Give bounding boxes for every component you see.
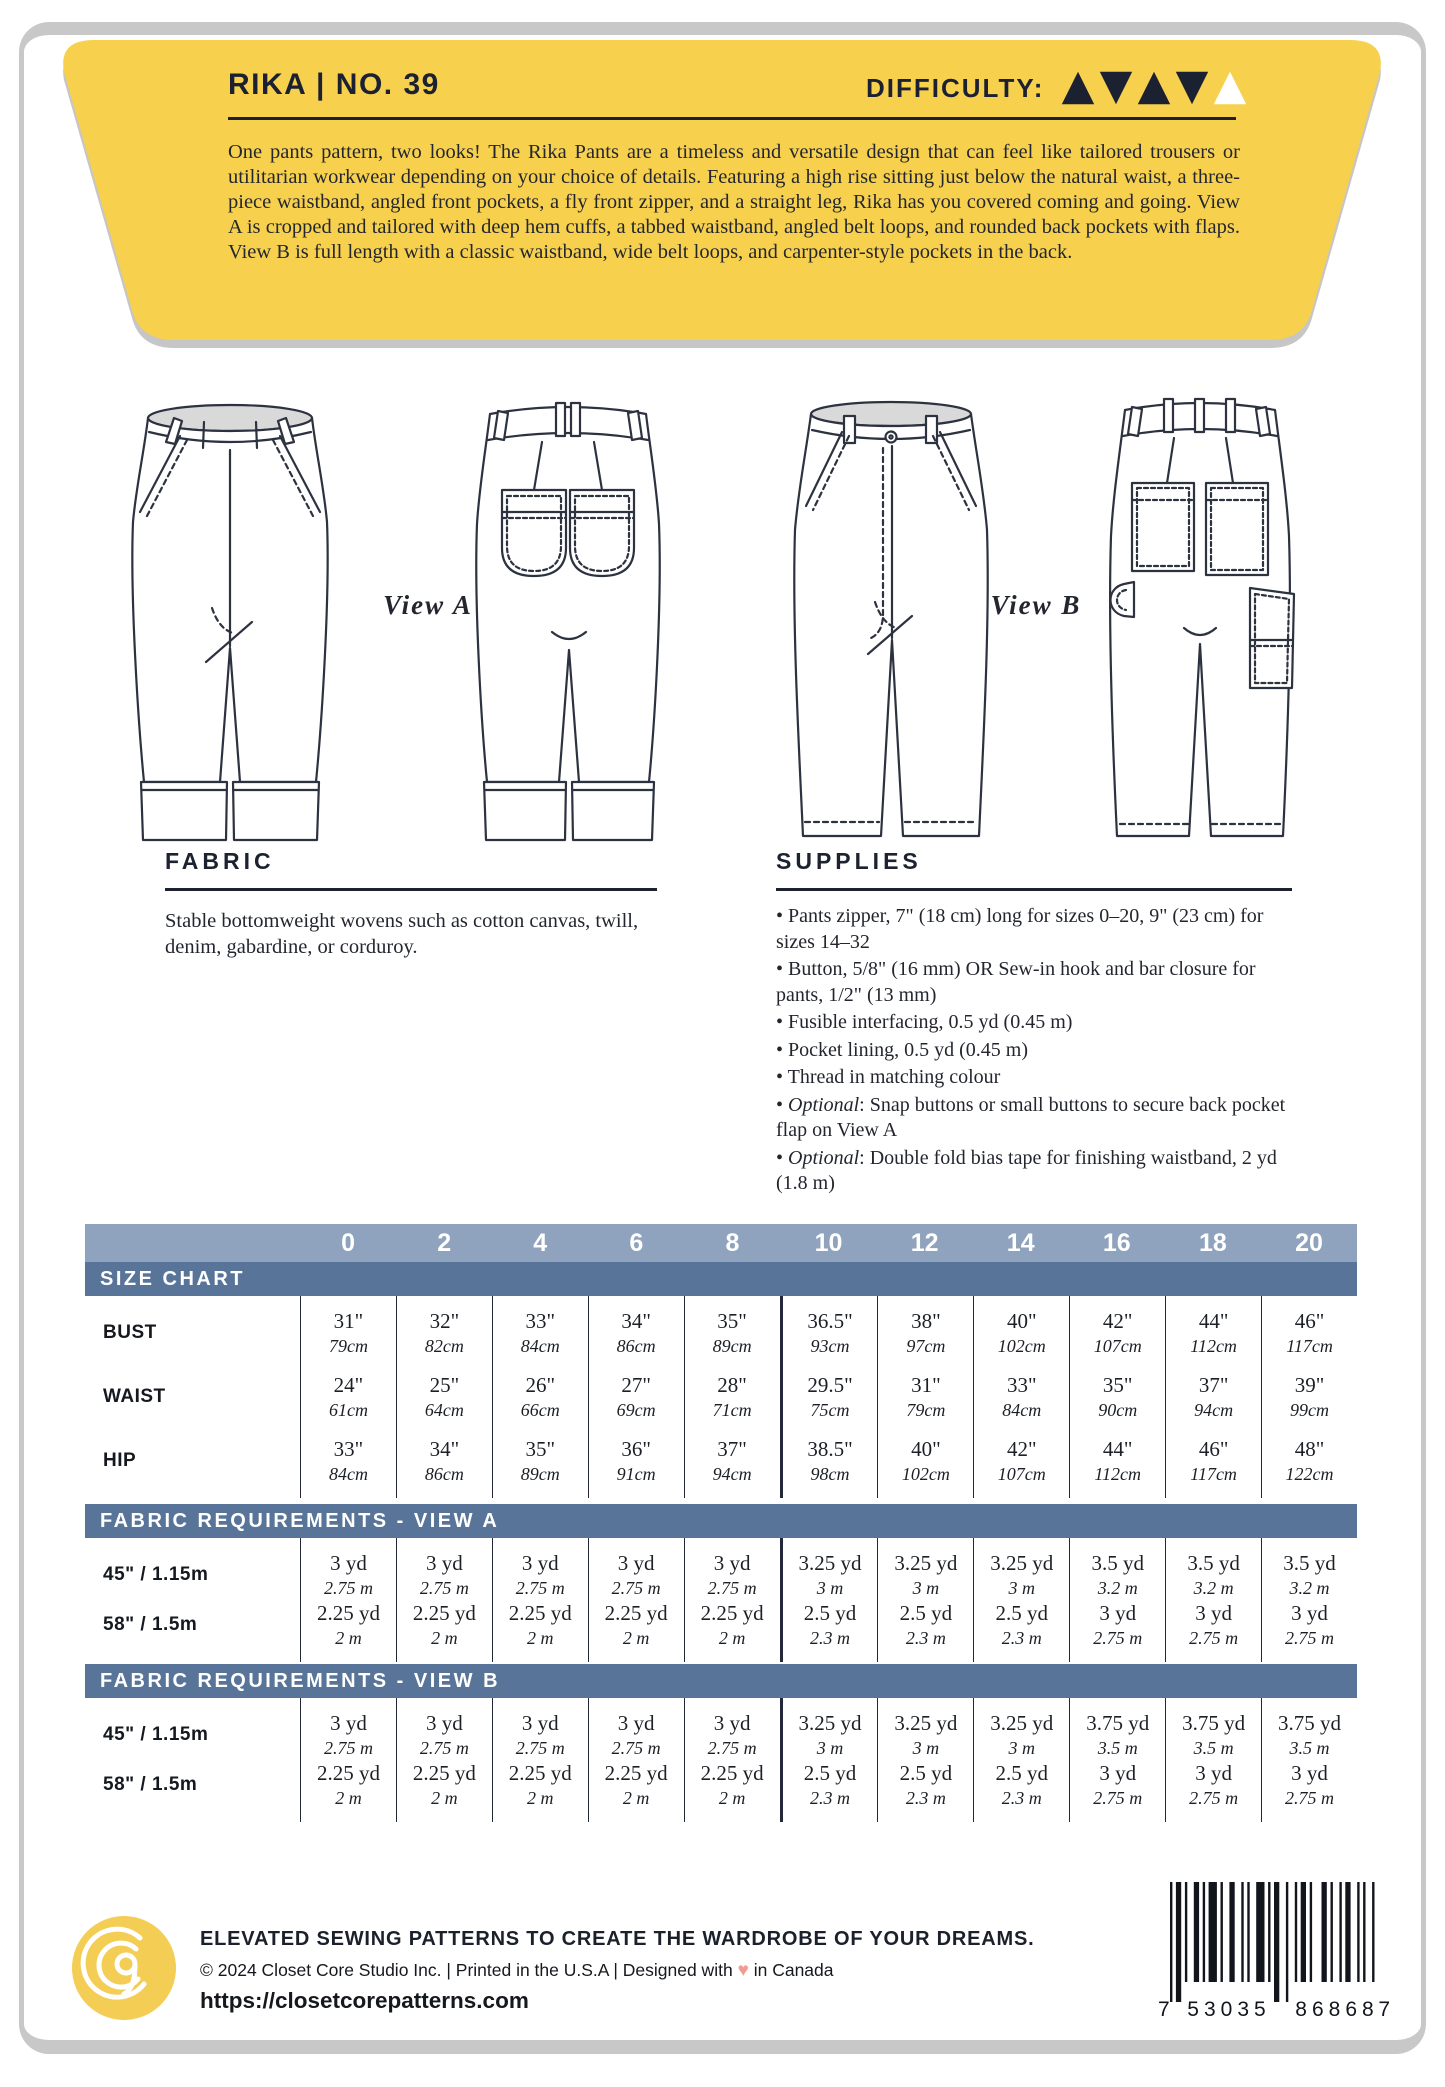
measurement-cell: 2.25 yd 2 m [508,1761,572,1808]
difficulty-triangle-icon [1174,70,1210,106]
measurement-cell: 3 yd 2.75 m [323,1711,373,1758]
table-column [877,1538,973,1662]
measurement-cell: 35" 89cm [520,1437,560,1484]
fabric-requirements-view-b-table [85,1664,1357,1822]
table-section-bar: FABRIC REQUIREMENTS - VIEW B [85,1664,1357,1698]
view-b-front-drawing [780,388,1002,854]
table-column [1261,1296,1357,1498]
difficulty-label: DIFFICULTY: [866,72,1045,103]
size-column-header: 0 [341,1228,355,1257]
measurement-cell: 38.5" 98cm [807,1437,853,1484]
table-column [877,1296,973,1498]
table-column [300,1538,396,1662]
supply-item: • Optional: Double fold bias tape for finishing waistband, 2 yd (1.8 m) [776,1146,1277,1194]
measurement-cell: 3 yd 2.75 m [707,1711,757,1758]
measurement-cell: 3 yd 2.75 m [1189,1761,1239,1808]
barcode-digits: 7 [1378,1998,1390,2021]
view-b-back-drawing [1104,388,1296,854]
pattern-description: One pants pattern, two looks! The Rika Pants are a timeless and versatile design that can feel like tailored trousers or utilitarian workwear depending on your choice of details. Featuring a high rise sitting just below the natural waist, a three-piece waistband, angled front pockets, a fly front zipper, and a straight leg, Rika has you covered coming and going. View A is cropped and tailored with deep hem cuffs, a tabbed waistband, angled belt loops, and rounded back pockets with flaps. View B is full length with a classic waistband, wide belt loops, and carpenter-style pockets in the back. [228,141,1240,263]
measurement-cell: 24" 61cm [328,1373,368,1420]
table-column [1165,1698,1261,1822]
barcode [1156,1880,1392,2027]
measurement-cell: 3.25 yd 3 m [798,1711,862,1758]
fabric-heading: FABRIC [165,848,275,874]
measurement-cell: 3 yd 2.75 m [515,1711,565,1758]
table-column [1261,1538,1357,1662]
footer-url: https://closetcorepatterns.com [200,1988,529,2013]
measurement-cell: 37" 94cm [1194,1373,1234,1420]
size-column-header: 12 [910,1228,939,1257]
measurement-cell: 2.25 yd 2 m [700,1761,764,1808]
size-column-header: 2 [437,1228,452,1257]
measurement-cell: 42" 107cm [997,1437,1046,1484]
table-column [780,1538,878,1662]
measurement-cell: 3.25 yd 3 m [894,1711,958,1758]
supply-item: • Pants zipper, 7" (18 cm) long for sizes 0–20, 9" (23 cm) for sizes 14–32 [776,905,1264,953]
measurement-cell: 3 yd 2.75 m [611,1711,661,1758]
table-column [780,1296,878,1498]
fabric-divider [165,888,657,891]
measurement-cell: 3 yd 2.75 m [1285,1761,1335,1808]
table-column [492,1296,588,1498]
size-header-row [85,1224,1357,1262]
measurement-cell: 3 yd 2.75 m [1189,1601,1239,1648]
measurement-cell: 3 yd 2.75 m [419,1711,469,1758]
footer-copyright [200,1960,834,1982]
supply-item: • Fusible interfacing, 0.5 yd (0.45 m) [776,1011,1073,1033]
size-chart-table [85,1224,1357,1498]
measurement-cell: 3 yd 2.75 m [1093,1601,1143,1648]
measurement-cell: 2.5 yd 2.3 m [899,1601,953,1648]
barcode-digits: 7 [1158,1998,1170,2021]
measurement-cell: 35" 89cm [712,1309,752,1356]
measurement-cell: 35" 90cm [1098,1373,1138,1420]
difficulty [866,70,1248,106]
measurement-cell: 2.25 yd 2 m [316,1601,380,1648]
measurement-cell: 2.25 yd 2 m [700,1601,764,1648]
table-row-label: 45" / 1.15m [103,1724,209,1745]
supply-item: • Thread in matching colour [776,1066,1001,1088]
table-column [877,1698,973,1822]
view-b-label: View B [990,590,1082,620]
size-column-header: 18 [1198,1228,1227,1257]
size-column-header: 16 [1102,1228,1131,1257]
measurement-cell: 38" 97cm [906,1309,946,1356]
table-column [973,1538,1069,1662]
table-column [780,1698,878,1822]
measurement-cell: 33" 84cm [520,1309,560,1356]
closet-core-logo [72,1916,176,2020]
table-row-label: 58" / 1.5m [103,1774,198,1795]
measurement-cell: 44" 112cm [1094,1437,1142,1484]
pattern-title: RIKA | NO. 39 [228,68,440,101]
difficulty-triangle-icon [1060,70,1096,106]
table-section-bar: SIZE CHART [85,1262,1357,1296]
table-column [1069,1538,1165,1662]
measurement-cell: 3.25 yd 3 m [798,1551,862,1598]
measurement-cell: 3.25 yd 3 m [894,1551,958,1598]
size-column-header: 20 [1295,1228,1323,1257]
table-column [588,1538,684,1662]
measurement-cell: 40" 102cm [997,1309,1046,1356]
measurement-cell: 3 yd 2.75 m [515,1551,565,1598]
size-column-header: 4 [533,1228,548,1257]
measurement-cell: 40" 102cm [901,1437,950,1484]
fabric-description: Stable bottomweight wovens such as cotton canvas, twill, denim, gabardine, or corduroy. [165,910,639,958]
table-column [396,1296,492,1498]
table-row-label: WAIST [103,1386,166,1407]
size-column-header: 8 [725,1228,740,1257]
measurement-cell: 46" 117cm [1190,1437,1237,1484]
measurement-cell: 48" 122cm [1285,1437,1334,1484]
measurement-cell: 3 yd 2.75 m [323,1551,373,1598]
measurement-cell: 28" 71cm [712,1373,752,1420]
measurement-cell: 3.5 yd 3.2 m [1187,1551,1240,1598]
measurement-cell: 2.25 yd 2 m [316,1761,380,1808]
measurement-cell: 3.75 yd 3.5 m [1278,1711,1342,1758]
table-column [300,1296,396,1498]
measurement-cell: 37" 94cm [712,1437,752,1484]
measurement-cell: 42" 107cm [1093,1309,1142,1356]
measurement-cell: 31" 79cm [906,1373,946,1420]
table-column [588,1698,684,1822]
measurement-cell: 3.5 yd 3.2 m [1283,1551,1336,1598]
footer-tagline: ELEVATED SEWING PATTERNS TO CREATE THE WARDROBE OF YOUR DREAMS. [200,1928,1035,1950]
measurement-cell: 25" 64cm [424,1373,464,1420]
table-column [1069,1698,1165,1822]
table-column [1165,1538,1261,1662]
measurement-cell: 3 yd 2.75 m [419,1551,469,1598]
measurement-cell: 29.5" 75cm [807,1373,853,1420]
view-a-front-drawing [116,390,344,852]
measurement-cell: 3 yd 2.75 m [611,1551,661,1598]
copyright-country: in Canada [753,1960,834,1980]
measurement-cell: 39" 99cm [1290,1373,1330,1420]
measurement-cell: 3.5 yd 3.2 m [1091,1551,1144,1598]
measurement-cell: 3 yd 2.75 m [1285,1601,1335,1648]
table-column [1261,1698,1357,1822]
measurement-cell: 2.25 yd 2 m [412,1601,476,1648]
measurement-cell: 3.75 yd 3.5 m [1182,1711,1246,1758]
table-column [1069,1296,1165,1498]
measurement-cell: 3.25 yd 3 m [990,1551,1054,1598]
header-divider [228,117,1236,120]
table-column [492,1538,588,1662]
table-column [300,1698,396,1822]
measurement-cell: 46" 117cm [1286,1309,1333,1356]
measurement-cell: 36" 91cm [616,1437,656,1484]
measurement-cell: 33" 84cm [1002,1373,1042,1420]
supplies-list [776,904,1302,1199]
measurement-cell: 34" 86cm [424,1437,464,1484]
difficulty-triangle-icon [1136,70,1172,106]
measurement-cell: 33" 84cm [328,1437,368,1484]
barcode-digits: 86868 [1295,1998,1379,2021]
measurement-cell: 2.5 yd 2.3 m [803,1761,857,1808]
supplies-divider [776,888,1292,891]
copyright-text: © 2024 Closet Core Studio Inc. | Printed in the U.S.A | Designed with [200,1960,733,1980]
measurement-cell: 2.5 yd 2.3 m [995,1601,1049,1648]
supply-item: • Button, 5/8" (16 mm) OR Sew-in hook and bar closure for pants, 1/2" (13 mm) [776,958,1256,1006]
barcode-digits: 53035 [1187,1998,1271,2021]
measurement-cell: 36.5" 93cm [807,1309,853,1356]
table-column [396,1698,492,1822]
difficulty-triangle-icon [1212,70,1248,106]
table-column [1165,1296,1261,1498]
measurement-cell: 26" 66cm [520,1373,560,1420]
table-column [492,1698,588,1822]
heart-icon: ♥ [737,1960,749,1981]
measurement-cell: 2.25 yd 2 m [508,1601,572,1648]
measurement-cell: 2.25 yd 2 m [604,1601,668,1648]
measurement-cell: 3 yd 2.75 m [1093,1761,1143,1808]
measurement-cell: 34" 86cm [616,1309,656,1356]
measurement-cell: 3.25 yd 3 m [990,1711,1054,1758]
table-column [973,1698,1069,1822]
size-column-header: 6 [629,1228,644,1257]
table-row-label: 58" / 1.5m [103,1614,198,1635]
view-a-back-drawing [468,390,668,852]
difficulty-triangle-icon [1098,70,1134,106]
measurement-cell: 2.5 yd 2.3 m [803,1601,857,1648]
size-column-header: 14 [1006,1228,1035,1257]
table-column [684,1538,780,1662]
table-column [396,1538,492,1662]
supply-item: • Pocket lining, 0.5 yd (0.45 m) [776,1038,1028,1061]
measurement-cell: 32" 82cm [424,1309,464,1356]
measurement-cell: 2.5 yd 2.3 m [899,1761,953,1808]
table-column [973,1296,1069,1498]
measurement-cell: 31" 79cm [328,1309,368,1356]
measurement-cell: 3.75 yd 3.5 m [1086,1711,1150,1758]
view-a-label: View A [383,590,473,620]
table-column [684,1296,780,1498]
measurement-cell: 2.5 yd 2.3 m [995,1761,1049,1808]
size-column-header: 10 [814,1228,843,1257]
supplies-heading: SUPPLIES [776,848,922,874]
fabric-requirements-view-a-table [85,1504,1357,1662]
measurement-cell: 44" 112cm [1190,1309,1237,1356]
table-row-label: 45" / 1.15m [103,1564,209,1585]
measurement-cell: 27" 69cm [616,1373,656,1420]
measurement-cell: 2.25 yd 2 m [412,1761,476,1808]
table-column [588,1296,684,1498]
difficulty-rating [1060,70,1248,106]
measurement-cell: 2.25 yd 2 m [604,1761,668,1808]
table-row-label: HIP [103,1450,137,1471]
table-section-bar: FABRIC REQUIREMENTS - VIEW A [85,1504,1357,1538]
table-row-label: BUST [103,1322,157,1343]
supply-item: • Optional: Snap buttons or small buttons to secure back pocket flap on View A [776,1093,1286,1141]
table-column [684,1698,780,1822]
measurement-cell: 3 yd 2.75 m [707,1551,757,1598]
